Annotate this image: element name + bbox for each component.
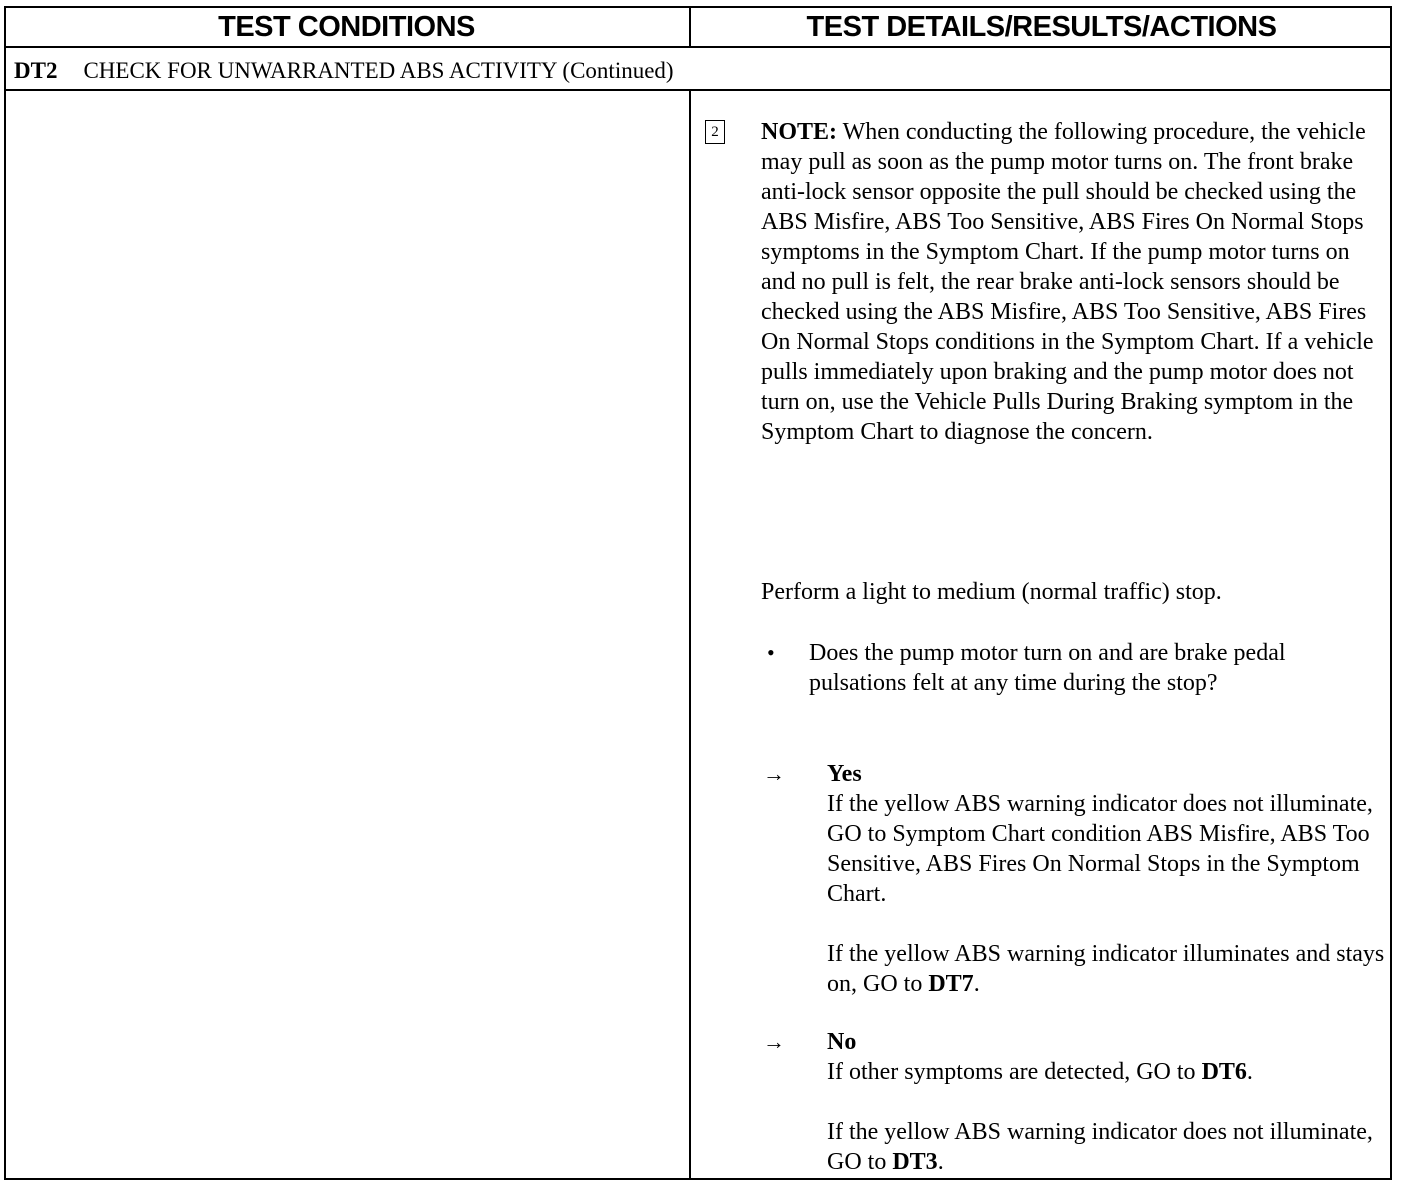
step-instruction [761, 577, 1386, 607]
test-conditions-header [4, 8, 689, 46]
no-label: No [827, 1029, 857, 1055]
note-text: When conducting the following procedure, the vehicle may pull as soon as the pump motor turns on. The front brake anti-lock sensor opposite the pull should be checked using the ABS Misfire, ABS Too Sensitive, ABS Fires On Normal Stops symptoms in the Symptom Chart. If the pump motor turns on and no pull is felt, the rear brake anti-lock sensors should be checked using the ABS Misfire, ABS Too Sensitive, ABS Fires On Normal Stops conditions in the Symptom Chart. If a vehicle pulls immediately upon braking and the pump motor does not turn on, use the Vehicle Pulls During Braking symptom in the Symptom Chart to diagnose the concern. [761, 119, 1374, 445]
step-note [761, 117, 1386, 447]
test-conditions-cell [6, 91, 689, 1178]
step-number-box [705, 120, 725, 144]
no-reference-dt6: DT6 [1201, 1059, 1247, 1085]
no-text-1-prefix: If other symptoms are detected, GO to [827, 1059, 1202, 1085]
section-title: CHECK FOR UNWARRANTED ABS ACTIVITY (Continued) [83, 58, 674, 83]
yes-branch [827, 759, 1387, 999]
no-text-1 [827, 1057, 1387, 1087]
no-text-2-suffix: . [937, 1149, 944, 1175]
yes-reference-dt7: DT7 [928, 971, 974, 997]
no-text-2 [827, 1117, 1387, 1177]
no-branch [827, 1027, 1387, 1177]
bullet-icon: • [767, 640, 775, 665]
question-text: Does the pump motor turn on and are brake pedal pulsations felt at any time during the stop? [809, 640, 1286, 696]
test-details-header [691, 8, 1392, 46]
note-label: NOTE: [761, 119, 838, 145]
test-details-header-text: TEST DETAILS/RESULTS/ACTIONS [806, 10, 1277, 43]
yes-label: Yes [827, 761, 862, 787]
test-conditions-header-text: TEST CONDITIONS [218, 10, 475, 43]
yes-text-1: If the yellow ABS warning indicator does not illuminate, GO to Symptom Chart condition ABS Misfire, ABS Too Sensitive, ABS Fires On Normal Stops in the Symptom Chart. [827, 791, 1373, 907]
header-divider [4, 46, 1392, 48]
yes-text-2 [827, 939, 1387, 999]
step-number: 2 [711, 124, 719, 140]
no-arrow-icon: → [763, 1029, 785, 1054]
no-text-1-suffix: . [1246, 1059, 1253, 1085]
section-title-row [14, 52, 674, 90]
no-reference-dt3: DT3 [892, 1149, 938, 1175]
yes-text-2-prefix: If the yellow ABS warning indicator illuminates and stays on, GO to [827, 941, 1385, 997]
section-code: DT2 [14, 58, 58, 83]
no-text-2-prefix: If the yellow ABS warning indicator does not illuminate, GO to [827, 1119, 1373, 1175]
instruction-text: Perform a light to medium (normal traffic) stop. [761, 579, 1222, 605]
yes-text-2-suffix: . [973, 971, 980, 997]
yes-arrow-icon: → [763, 761, 785, 786]
step-question [809, 638, 1369, 698]
column-divider-body [689, 89, 691, 1180]
